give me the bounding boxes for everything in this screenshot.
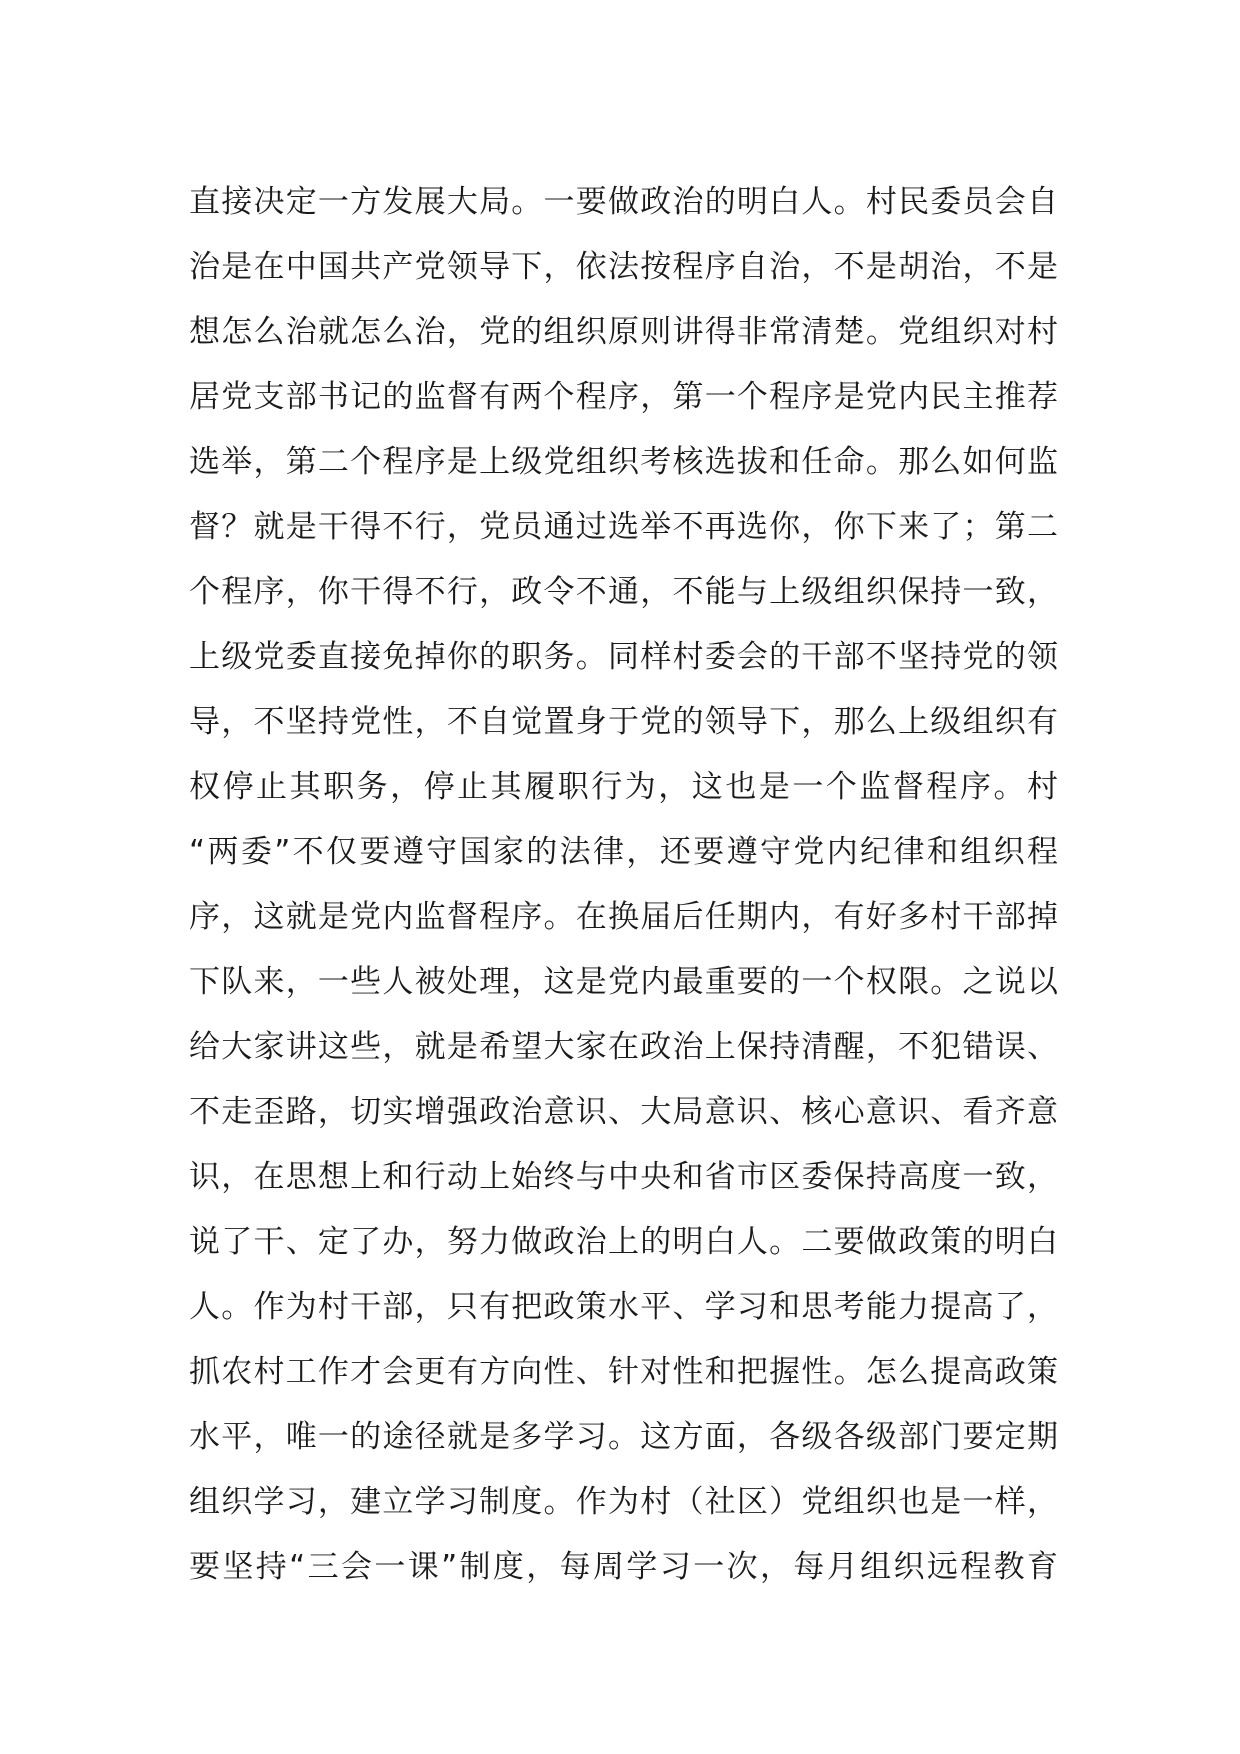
body-text xyxy=(189,170,1058,1600)
text-line: 下队来，一些人被处理，这是党内最重要的一个权限。之说以 xyxy=(189,964,1058,1000)
text-line: 不走歪路，切实增强政治意识、大局意识、核心意识、看齐意 xyxy=(189,1094,1058,1130)
text-line: 选举，第二个程序是上级党组织考核选拔和任命。那么如何监 xyxy=(189,444,1058,480)
text-line: 给大家讲这些，就是希望大家在政治上保持清醒，不犯错误、 xyxy=(189,1029,1058,1065)
text-line: 督？就是干得不行，党员通过选举不再选你，你下来了；第二 xyxy=(189,509,1058,545)
text-line: 抓农村工作才会更有方向性、针对性和把握性。怎么提高政策 xyxy=(189,1354,1058,1390)
text-line: 导，不坚持党性，不自觉置身于党的领导下，那么上级组织有 xyxy=(189,704,1058,740)
text-line: 水平，唯一的途径就是多学习。这方面，各级各级部门要定期 xyxy=(189,1419,1058,1455)
text-line: 居党支部书记的监督有两个程序，第一个程序是党内民主推荐 xyxy=(189,379,1058,415)
text-line: 想怎么治就怎么治，党的组织原则讲得非常清楚。党组织对村 xyxy=(189,314,1058,350)
text-line: 组织学习，建立学习制度。作为村（社区）党组织也是一样， xyxy=(189,1484,1058,1520)
text-line: “两委”不仅要遵守国家的法律，还要遵守党内纪律和组织程 xyxy=(189,834,1058,870)
text-line: 说了干、定了办，努力做政治上的明白人。二要做政策的明白 xyxy=(189,1224,1058,1260)
text-line: 要坚持“三会一课”制度，每周学习一次，每月组织远程教育 xyxy=(189,1549,1058,1585)
text-line: 权停止其职务，停止其履职行为，这也是一个监督程序。村 xyxy=(189,769,1058,805)
text-line: 个程序，你干得不行，政令不通，不能与上级组织保持一致， xyxy=(189,574,1058,610)
text-line: 序，这就是党内监督程序。在换届后任期内，有好多村干部掉 xyxy=(189,899,1058,935)
text-line: 直接决定一方发展大局。一要做政治的明白人。村民委员会自 xyxy=(189,184,1058,220)
text-line: 人。作为村干部，只有把政策水平、学习和思考能力提高了， xyxy=(189,1289,1058,1325)
text-line: 上级党委直接免掉你的职务。同样村委会的干部不坚持党的领 xyxy=(189,639,1058,675)
text-line: 治是在中国共产党领导下，依法按程序自治，不是胡治，不是 xyxy=(189,249,1058,285)
text-line: 识，在思想上和行动上始终与中央和省市区委保持高度一致， xyxy=(189,1159,1058,1195)
